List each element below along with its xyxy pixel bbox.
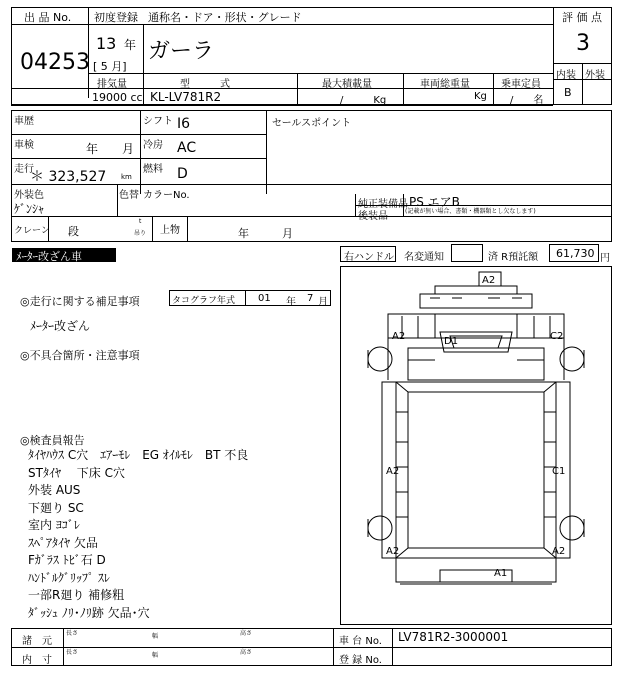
score-value: 3 [576, 31, 590, 56]
interior-dims-label: 内 寸 [22, 655, 52, 666]
vehicle-name-label: 通称名・ドア・形状・グレード [148, 11, 302, 24]
factory-equipment-value: PS エアB [409, 195, 460, 209]
inspector-heading: ◎検査員報告 [20, 434, 85, 447]
history-label: 車歴 [14, 116, 34, 127]
gross-weight-label: 車両総重量 [420, 79, 470, 90]
inspector-line: STﾀｲﾔ 下床 C穴 [28, 465, 125, 480]
displacement-value: 19000 cc [92, 91, 143, 104]
first-registration-year: 13 [96, 34, 117, 53]
recycle-amount: 61,730 [556, 247, 595, 260]
color-number-label: カラーNo. [143, 190, 190, 201]
right-hand-label: 右ハンドル [344, 252, 394, 263]
dimensions-width-label: 幅 [152, 633, 159, 640]
aftermarket-note: (記載が無い場合、書類・機器類とし欠なします) [405, 208, 536, 215]
interior-grade-label: 内装 [556, 70, 576, 81]
damage-mark: A2 [482, 275, 496, 286]
name-change-box [451, 244, 483, 262]
inspector-line: ﾀｲﾔﾊｳｽ C穴 ｴｱｰﾓﾚ EG ｵｲﾙﾓﾚ BT 不良 [28, 448, 249, 462]
inspector-line: 外装 AUS [28, 483, 81, 497]
tachograph-year-unit: 年 [286, 297, 296, 308]
recycle-unit: 円 [600, 253, 610, 264]
damage-mark: A2 [386, 466, 400, 477]
damage-mark: C1 [552, 466, 566, 477]
driving-note: ﾒｰﾀｰ改ざん [30, 319, 91, 333]
ac-label: 冷房 [143, 140, 163, 151]
fuel-label: 燃料 [143, 164, 163, 175]
mileage-value: ＊ 323,527 [30, 169, 107, 185]
crane-upper-label: 上物 [160, 225, 180, 236]
chassis-number-label: 車 台 No. [339, 636, 382, 647]
odometer-tampered-text: ﾒｰﾀｰ改ざん車 [16, 250, 82, 263]
tachograph-year: 01 [258, 293, 271, 304]
driving-notes-heading: ◎走行に関する補足事項 [20, 295, 140, 308]
lot-number: 04253 [20, 50, 90, 75]
damage-mark: A2 [552, 546, 566, 557]
crane-tons-top: t [139, 218, 142, 225]
first-registration-month: [ 5 月] [93, 60, 127, 73]
crane-label: クレーン [14, 226, 50, 236]
name-change-label: 名変通知 [404, 252, 444, 263]
inspector-line: Fｶﾞﾗｽ ﾄﾋﾞ石 D [28, 553, 106, 567]
interior-grade: B [564, 86, 572, 99]
inspector-line: 室内 ﾖｺﾞﾚ [28, 518, 80, 532]
defects-heading: ◎不具合箇所・注意事項 [20, 349, 140, 362]
recycle-label: 済 R預託額 [488, 252, 539, 263]
inspector-report [28, 446, 248, 621]
max-load-unit: / Kg [340, 95, 387, 106]
inspection-value: 年 月 [86, 142, 135, 156]
capacity-label: 乗車定員 [501, 79, 541, 90]
inspector-line: ﾀﾞｯｼｭ ﾉﾘ･ﾉﾘ跡 欠品･穴 [28, 605, 150, 620]
inspector-line: ｽﾍﾟｱﾀｲﾔ 欠品 [28, 535, 98, 550]
inspector-line: 下廻り SC [28, 500, 84, 515]
exterior-grade-label: 外装 [585, 70, 605, 81]
max-load-label: 最大積載量 [322, 79, 372, 90]
capacity-unit: / 名 [510, 95, 544, 106]
chassis-number: LV781R2-3000001 [398, 630, 509, 644]
damage-mark: A1 [494, 568, 508, 579]
interior-width-label: 幅 [152, 652, 159, 659]
damage-mark: C2 [550, 331, 564, 342]
crane-tons-bottom: 吊り [134, 230, 147, 237]
exterior-color-label: 外装色 [14, 190, 44, 201]
crane-steps: 段 [68, 225, 79, 238]
displacement-label: 排気量 [97, 79, 127, 90]
exterior-color-value: ｹﾞﾝｼｬ [14, 202, 45, 216]
damage-mark: A2 [386, 546, 400, 557]
fuel-value: D [177, 166, 188, 182]
sales-point-label: セールスポイント [272, 118, 352, 129]
lot-number-label: 出 品 No. [24, 11, 72, 24]
inspector-line: ﾊﾝﾄﾞﾙｸﾞﾘｯﾌﾟ ｽﾚ [28, 570, 110, 585]
crane-date: 年 月 [238, 227, 293, 240]
dimensions-label: 諸 元 [22, 636, 52, 647]
damage-mark: A2 [392, 331, 406, 342]
interior-height-label: 高さ [240, 649, 253, 656]
mileage-label: 走行 [14, 164, 34, 175]
model-type-value: KL-LV781R2 [150, 90, 222, 104]
tachograph-month-unit: 月 [318, 297, 328, 308]
dimensions-length-label: 長さ [66, 630, 79, 637]
inspector-line: 一部R廻り 補修粗 [28, 588, 125, 602]
gross-weight-unit: Kg [474, 91, 487, 102]
ac-value: AC [177, 140, 197, 156]
shift-label: シフト [143, 116, 173, 127]
tachograph-month: 7 [307, 293, 314, 304]
inspection-label: 車検 [14, 140, 34, 151]
color-change-label: 色替 [119, 190, 139, 201]
tachograph-label: タコグラフ年式 [172, 296, 236, 306]
score-label: 評 価 点 [562, 11, 602, 24]
aftermarket-label: 後装品 [358, 211, 388, 222]
first-registration-label: 初度登録 [94, 11, 138, 24]
mileage-unit: km [121, 173, 132, 181]
shift-value: I6 [177, 116, 191, 132]
damage-mark: D1 [444, 336, 459, 347]
interior-length-label: 長さ [66, 649, 79, 656]
registration-number-label: 登 録 No. [339, 655, 382, 666]
vehicle-damage-diagram [340, 262, 612, 628]
model-type-label: 型 式 [180, 79, 230, 90]
factory-equipment-label: 純正装備品 [358, 199, 408, 210]
vehicle-name: ガーラ [148, 39, 215, 64]
first-registration-year-unit: 年 [124, 38, 137, 52]
dimensions-height-label: 高さ [240, 630, 253, 637]
